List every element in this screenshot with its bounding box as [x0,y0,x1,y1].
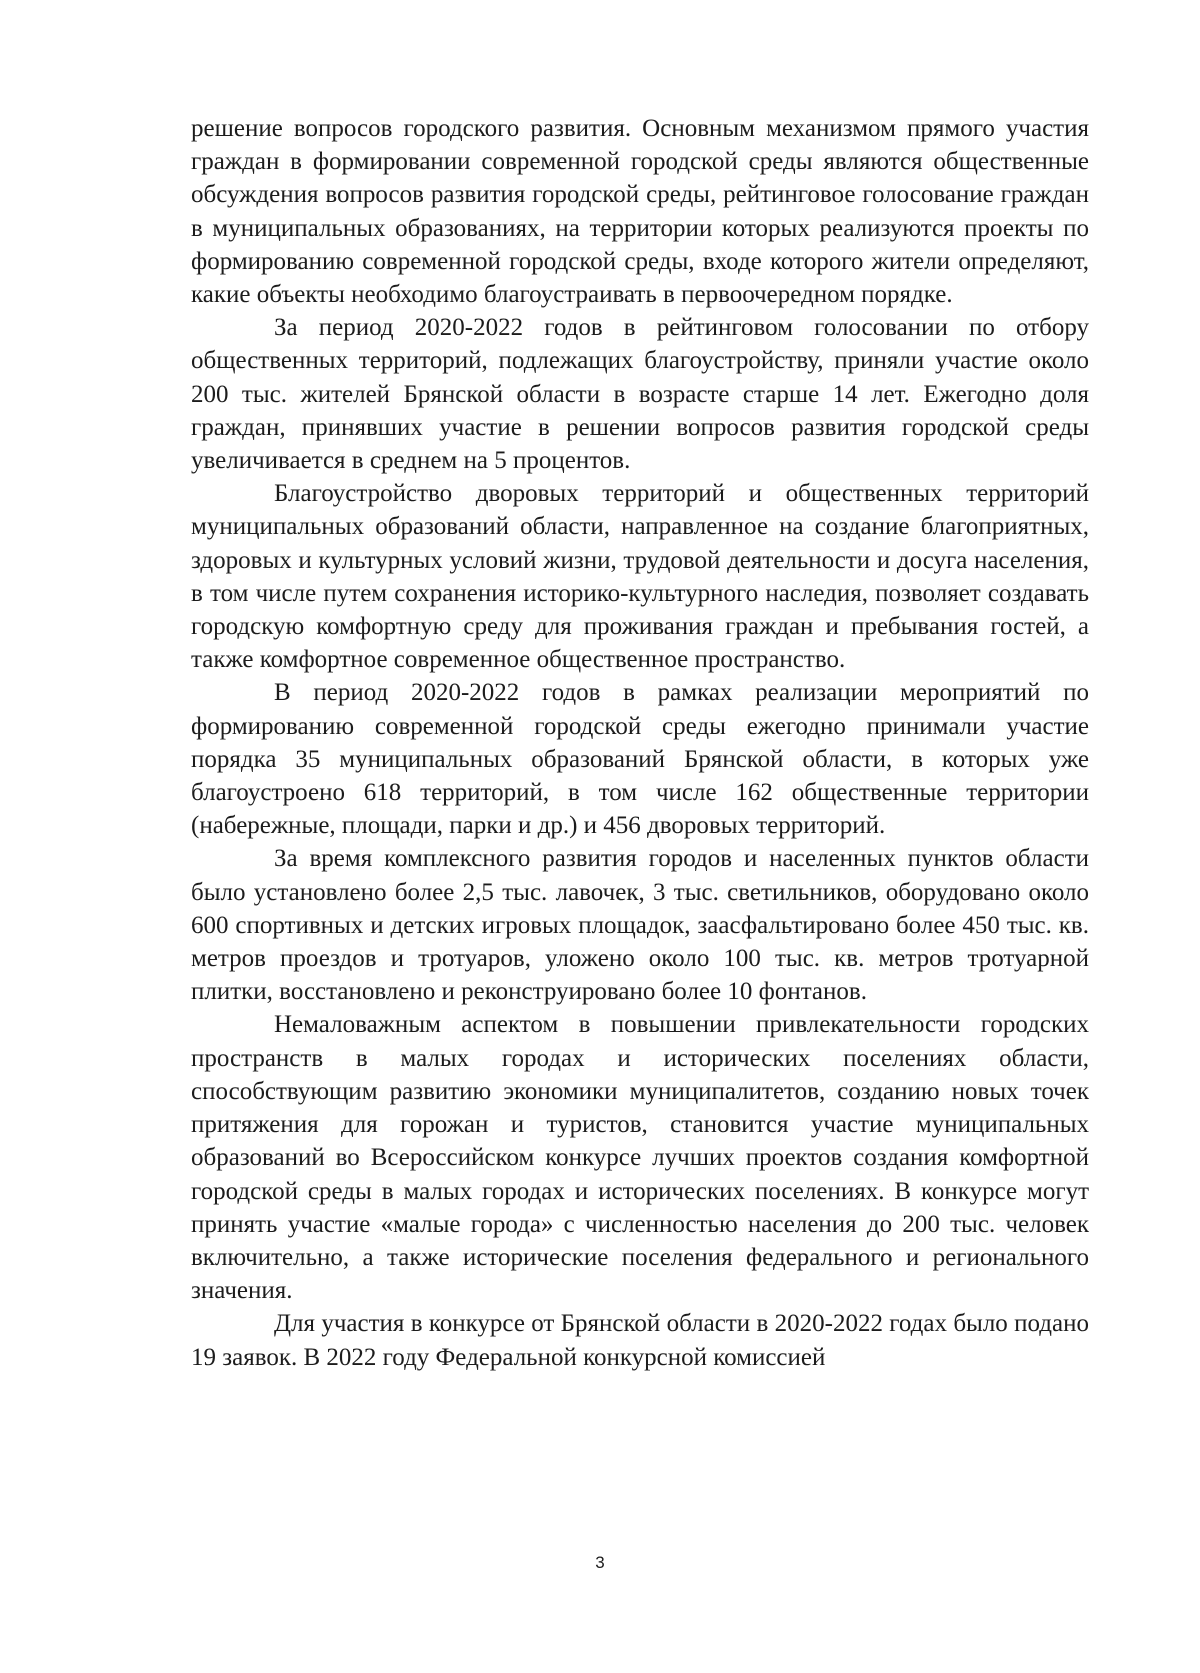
paragraph: За период 2020-2022 годов в рейтинговом голосовании по отбору общественных территорий, подлежащих благоустройству, приняли участие около 200 тыс. жителей Брянской области в возрасте старше 14 лет. Ежегодно доля граждан, принявших участие в решении вопросов развития городской среды увеличивается в среднем на 5 процентов. [191,314,1089,475]
page-number: 3 [595,1553,605,1572]
paragraph: Благоустройство дворовых территорий и общественных территорий муниципальных образований области, направленное на создание благоприятных, здоровых и культурных условий жизни, трудовой деятельности и досуга населения, в том числе путем сохранения историко-культурного наследия, позволяет создавать городскую комфортную среду для проживания граждан и пребывания гостей, а также комфортное современное общественное пространство. [191,480,1089,674]
paragraph: За время комплексного развития городов и населенных пунктов области было установлено более 2,5 тыс. лавочек, 3 тыс. светильников, оборудовано около 600 спортивных и детских игровых площадок, заасфальтировано более 450 тыс. кв. метров проездов и тротуаров, уложено около 100 тыс. кв. метров тротуарной плитки, восстановлено и реконструировано более 10 фонтанов. [191,845,1089,1006]
paragraph: решение вопросов городского развития. Основным механизмом прямого участия граждан в формировании современной городской среды являются общественные обсуждения вопросов развития городской среды, рейтинговое голосование граждан в муниципальных образованиях, на территории которых реализуются проекты по формированию современной городской среды, входе которого жители определяют, какие объекты необходимо благоустраивать в первоочередном порядке. [191,115,1089,309]
paragraph: В период 2020-2022 годов в рамках реализации мероприятий по формированию современной городской среды ежегодно принимали участие порядка 35 муниципальных образований Брянской области, в которых уже благоустроено 618 территорий, в том числе 162 общественные территории (набережные, площади, парки и др.) и 456 дворовых территорий. [191,679,1089,840]
paragraph: Для участия в конкурсе от Брянской области в 2020-2022 годах было подано 19 заявок. В 2022 году Федеральной конкурсной комиссией [191,1310,1089,1371]
paragraph: Немаловажным аспектом в повышении привлекательности городских пространств в малых городах и исторических поселениях области, способствующим развитию экономики муниципалитетов, созданию новых точек притяжения для горожан и туристов, становится участие муниципальных образований во Всероссийском конкурсе лучших проектов создания комфортной городской среды в малых городах и исторических поселениях. В конкурсе могут принять участие «малые города» с численностью населения до 200 тыс. человек включительно, а также исторические поселения федерального и регионального значения. [191,1011,1089,1305]
document-body [191,112,1089,1374]
